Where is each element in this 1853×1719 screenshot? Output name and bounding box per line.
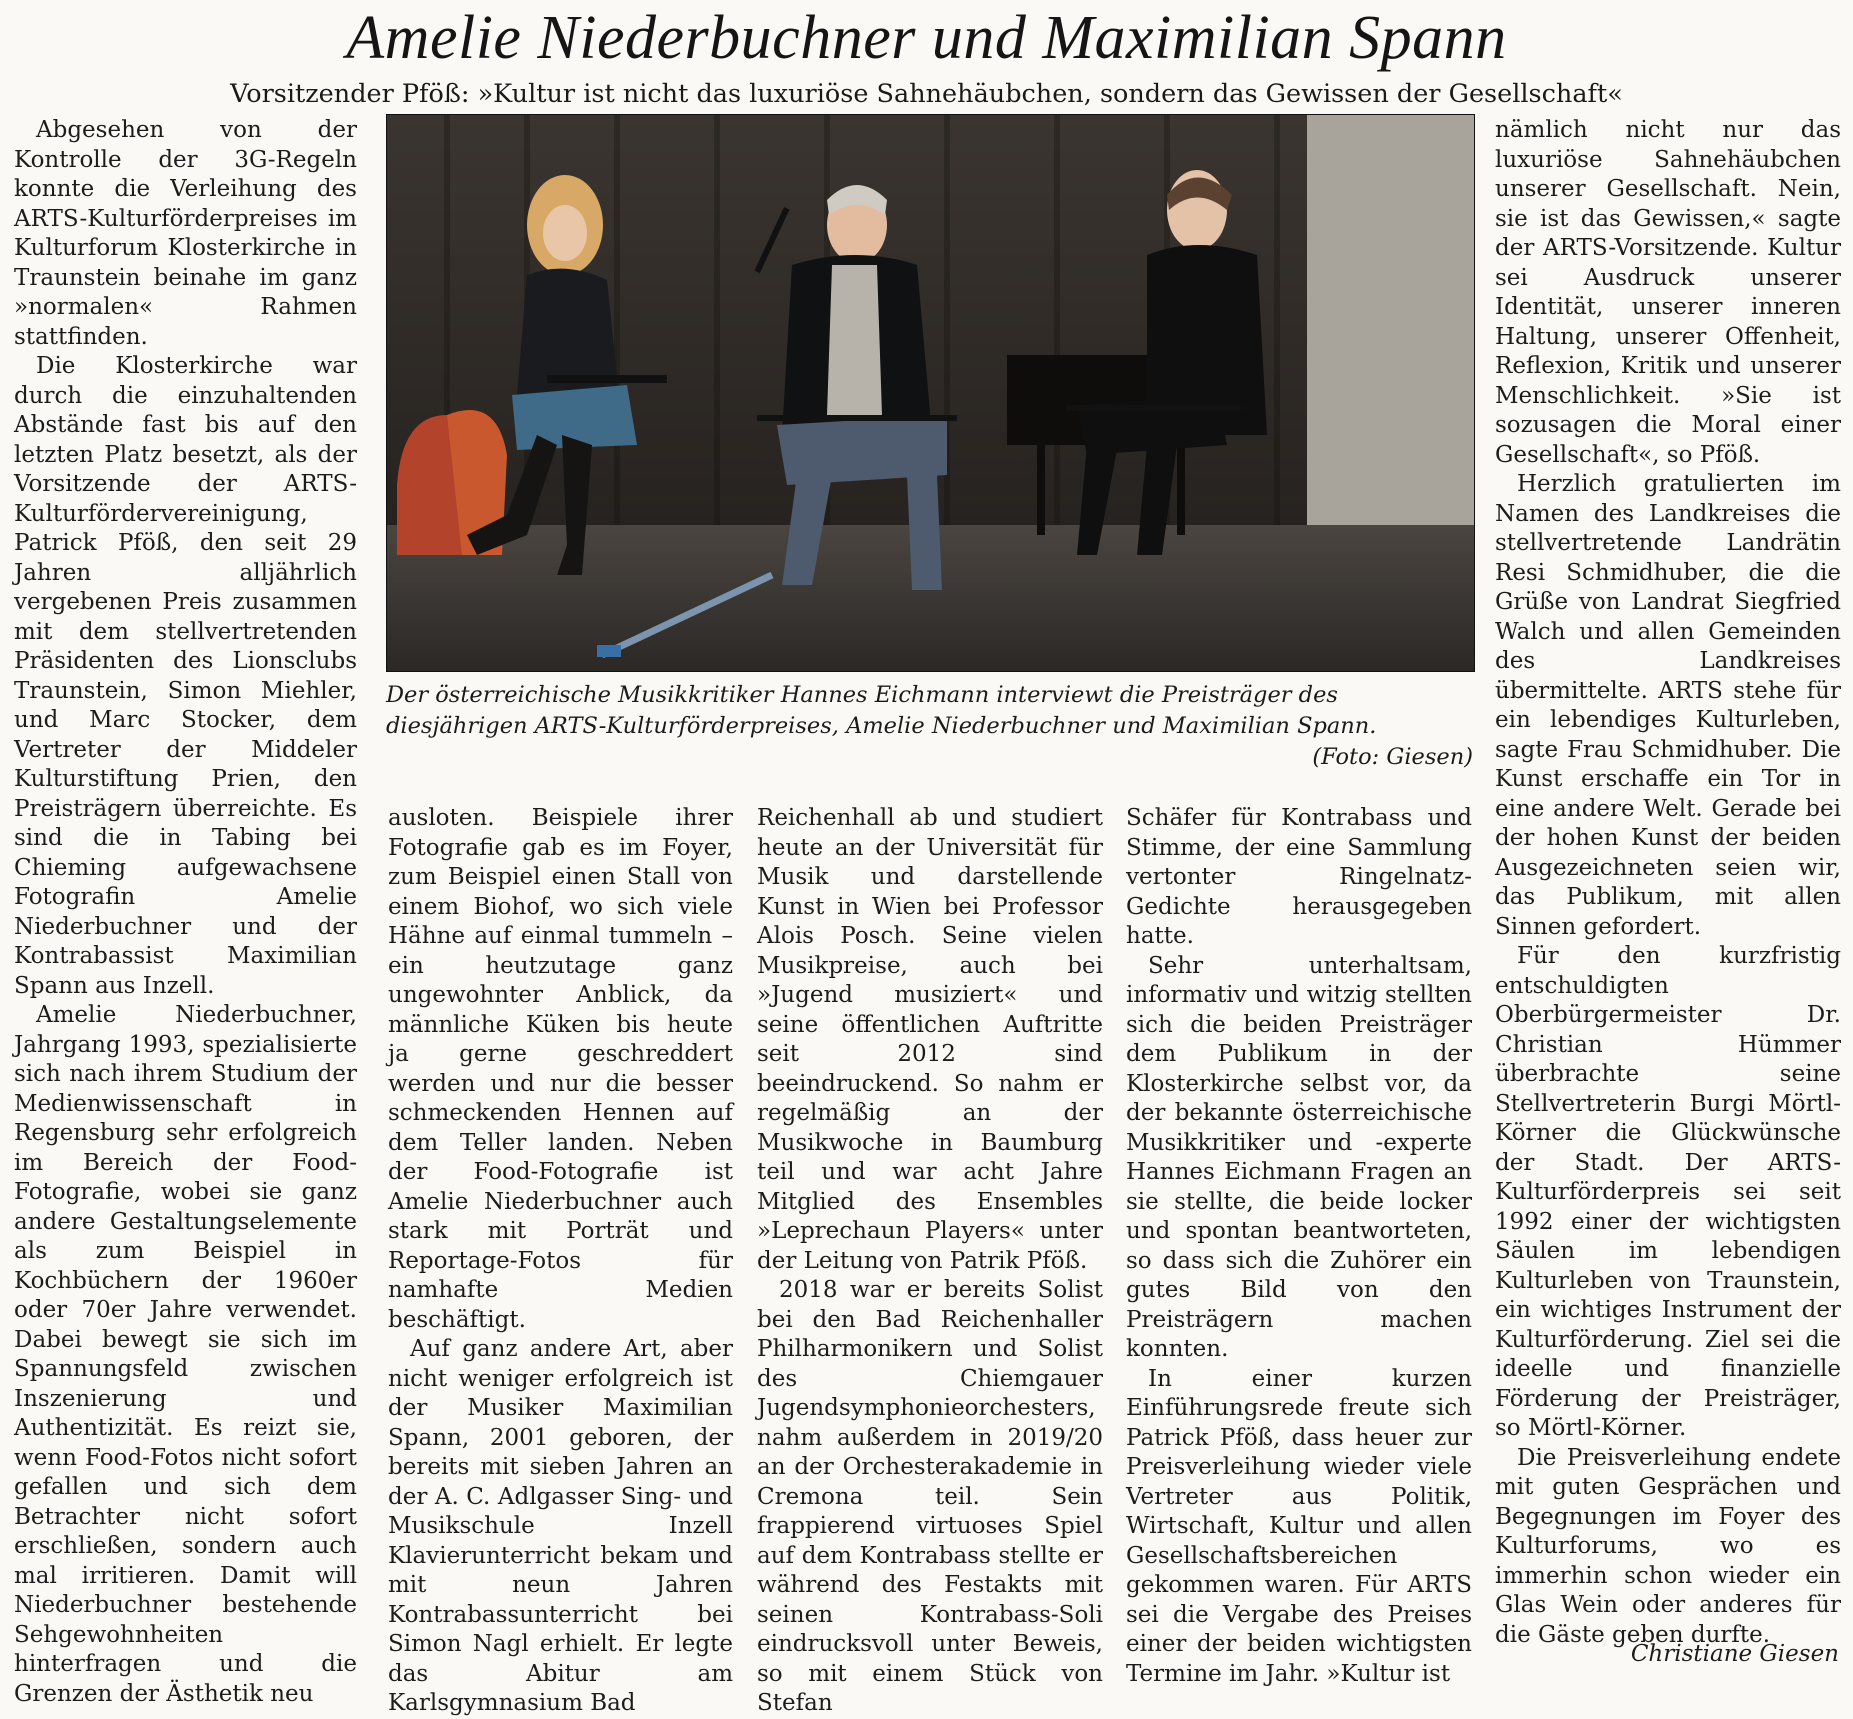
subheadline: Vorsitzender Pföß: »Kultur ist nicht das luxuriöse Sahnehäubchen, sondern das Gewissen der Gesellschaft« <box>230 79 1623 109</box>
stage-photo-illustration <box>387 115 1474 671</box>
paragraph: Die Preisverleihung endete mit guten Gesprächen und Begegnungen im Foyer des Kulturforums, wo es immerhin schon wieder ein Glas Wein oder anderes für die Gäste geben durfte. <box>1495 1444 1841 1648</box>
paragraph: Abgesehen von der Kontrolle der 3G-Regeln konnte die Verleihung des ARTS-Kulturförderpreises im Kulturforum Klosterkirche in Traunstein beinahe im ganz »normalen« Rahmen stattfinden. <box>14 117 357 350</box>
article-column-3 <box>757 804 1103 1719</box>
paragraph: Reichenhall ab und studiert heute an der Universität für Musik und darstellende Kunst in Wien bei Professor Alois Posch. Seine vielen Musikpreise, auch bei »Jugend musiziert« und seine öffentlichen Auftritte seit 2012 sind beeindruckend. So nahm er regelmäßig an der Musikwoche in Baumburg teil und war acht Jahre Mitglied des Ensembles »Leprechaun Players« unter der Leitung von Patrik Pföß. <box>757 805 1103 1274</box>
article-column-4 <box>1126 804 1472 1689</box>
paragraph: Amelie Niederbuchner, Jahrgang 1993, spezialisierte sich nach ihrem Studium der Medienwissenschaft in Regensburg sehr erfolgreich im Bereich der Food-Fotografie, wobei sie ganz andere Gestaltungselemente als zum Beispiel in Kochbüchern der 1960er oder 70er Jahre verwendet. Dabei bewegt sie sich im Spannungsfeld zwischen Inszenierung und Authentizität. Es reizt sie, wenn Food-Fotos nicht sofort gefallen und sich dem Betrachter nicht sofort erschließen, sondern auch mal irritieren. Damit will Niederbuchner bestehende Sehgewohnheiten hinterfragen und die Grenzen der Ästhetik neu <box>14 1002 357 1707</box>
paragraph: In einer kurzen Einführungsrede freute sich Patrick Pföß, dass heuer zur Preisverleihung wieder viele Vertreter aus Politik, Wirtschaft, Kultur und allen Gesellschaftsbereichen gekommen waren. Für ARTS sei die Vergabe des Preises einer der beiden wichtigsten Termine im Jahr. »Kultur ist <box>1126 1365 1472 1687</box>
headline: Amelie Niederbuchner und Maximilian Spann <box>346 4 1507 72</box>
paragraph: Auf ganz andere Art, aber nicht weniger erfolgreich ist der Musiker Maximilian Spann, 2001 geboren, der bereits mit sieben Jahren an der A. C. Adlgasser Sing- und Musikschule Inzell Klavierunterricht bekam und mit neun Jahren Kontrabassunterricht bei Simon Nagl erhielt. Er legte das Abitur am Karlsgymnasium Bad <box>388 1336 733 1716</box>
photo-caption <box>386 680 1473 773</box>
paragraph: Schäfer für Kontrabass und Stimme, der eine Sammlung vertonter Ringelnatz-Gedichte herausgegeben hatte. <box>1126 805 1472 949</box>
paragraph: Sehr unterhaltsam, informativ und witzig stellten sich die beiden Preisträger dem Publikum in der Klosterkirche selbst vor, da der bekannte österreichische Musikkritiker und -experte Hannes Eichmann Fragen an sie stellte, die beide locker und spontan beantworteten, so dass sich die Zuhörer ein gutes Bild von den Preisträgern machen konnten. <box>1126 952 1472 1362</box>
caption-text: Der österreichische Musikkritiker Hannes Eichmann interviewt die Preisträger des diesjährigen ARTS-Kulturförderpreises, Amelie Niederbuchner und Maximilian Spann. <box>386 682 1377 739</box>
article-column-5 <box>1495 116 1841 1650</box>
paragraph: Für den kurzfristig entschuldigten Oberbürgermeister Dr. Christian Hümmer überbrachte seine Stellvertreterin Burgi Mörtl-Körner die Glückwünsche der Stadt. Der ARTS-Kulturförderpreis sei seit 1992 einer der wichtigsten Säulen im lebendigen Kulturleben von Traunstein, ein wichtiges Instrument der Kulturförderung. Ziel sei die ideelle und finanzielle Förderung der Preisträger, so Mörtl-Körner. <box>1495 943 1841 1441</box>
paragraph: ausloten. Beispiele ihrer Fotografie gab es im Foyer, zum Beispiel einen Stall von einem Biohof, wo sich viele Hähne auf einmal tummeln – ein heutzutage ganz ungewohnter Anblick, da männliche Küken bis heute ja gerne geschreddert werden und nur die besser schmeckenden Hennen auf dem Teller landen. Neben der Food-Fotografie ist Amelie Niederbuchner auch stark mit Porträt und Reportage-Fotos für namhafte Medien beschäftigt. <box>388 805 733 1333</box>
article-column-1 <box>14 116 357 1709</box>
paragraph: nämlich nicht nur das luxuriöse Sahnehäubchen unserer Gesellschaft. Nein, sie ist das Gewissen,« sagte der ARTS-Vorsitzende. Kultur sei Ausdruck unserer Identität, unserer inneren Haltung, unserer Offenheit, Reflexion, Kritik und unserer Menschlichkeit. »Sie ist sozusagen die Moral einer Gesellschaft«, so Pföß. <box>1495 117 1841 468</box>
author-signature: Christiane Giesen <box>1630 1641 1839 1667</box>
paragraph: Herzlich gratulierten im Namen des Landkreises die stellvertretende Landrätin Resi Schmidhuber, die die Grüße von Landrat Siegfried Walch und allen Gemeinden des Landkreises übermittelte. ARTS stehe für ein lebendiges Kulturleben, sagte Frau Schmidhuber. Die Kunst erschaffe ein Tor in eine andere Welt. Gerade bei der hohen Kunst der beiden Ausgezeichneten seien wir, das Publikum, mit allen Sinnen gefordert. <box>1495 471 1841 940</box>
photo-credit: (Foto: Giesen) <box>1312 744 1473 770</box>
paragraph: 2018 war er bereits Solist bei den Bad Reichenhaller Philharmonikern und Solist des Chiemgauer Jugendsymphonieorchesters, nahm außerdem in 2019/20 an der Orchesterakademie in Cremona teil. Sein frappierend virtuoses Spiel auf dem Kontrabass stellte er während des Festakts mit seinen Kontrabass-Soli eindrucksvoll unter Beweis, so mit einem Stück von Stefan <box>757 1277 1103 1716</box>
article-column-2 <box>388 804 733 1719</box>
article-photo <box>386 114 1475 672</box>
paragraph: Die Klosterkirche war durch die einzuhaltenden Abstände fast bis auf den letzten Platz besetzt, als der Vorsitzende der ARTS-Kulturfördervereinigung, Patrick Pföß, den seit 29 Jahren alljährlich vergebenen Preis zusammen mit dem stellvertretenden Präsidenten des Lionsclubs Traunstein, Simon Miehler, und Marc Stocker, dem Vertreter der Middeler Kulturstiftung Prien, den Preisträgern überreichte. Es sind die in Tabing bei Chieming aufgewachsene Fotografin Amelie Niederbuchner und der Kontrabassist Maximilian Spann aus Inzell. <box>14 353 357 999</box>
